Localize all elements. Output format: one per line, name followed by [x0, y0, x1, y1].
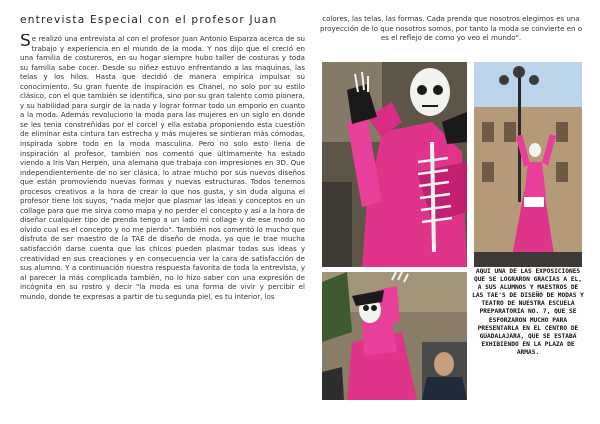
- catrina-crowd-image: [322, 272, 467, 400]
- article-continuation: colores, las telas, las formas. Cada prenda que nosotros elegimos es una proyección de lo que nosotros somos, por tanto la moda se convierte en o es el reflejo de como yo veo el mundo".: [319, 14, 583, 43]
- article-body: [20, 34, 305, 418]
- photo-catrina-crowd: [322, 272, 467, 400]
- photo-catrina-closeup: [322, 62, 467, 267]
- photo-catrina-plaza: [474, 62, 582, 267]
- photo-caption: AQUI UNA DE LAS EXPOSICIONES QUE SE LOGRARON GRACIAS A EL, A SUS ALUMNOS Y MAESTROS DE LAS TAE'S DE DISEÑO DE MODAS Y TEATRO DE NUESTRA ESCUELA PREPARATORIA NO. 7, QUE SE ESFORZARON MUCHO PARA PRESENTARLA EN EL CENTRO DE GUADALAJARA, QUE SE ESTABA EXHIBIENDO EN LA PLAZA DE ARMAS.: [472, 268, 584, 356]
- article-body-text: e realizó una entrevista al con el profesor Juan Antonio Esparza acerca de su trabajo y experiencia en el mundo de la moda. Y nos dijo que el creció en una familia de costureros, en su hogar siempre hubo taller de costuras y toda su familia sabe cocer. Desde su niñez estuvo enfrentando a las maquinas, las telas y los hilos. Hasta que decidió de manera empírica impulsar su conocimiento. Su gran fuente de inspiración es Chanel, no solo por su estilo clásico, con el que también se identifica, sino por su gran talento como pionera, y su habilidad para surgir de la nada y lograr formar todo un emporio en cuanto a la moda. Además revoluciono la moda para las mujeres en un siglo en donde se les tenia constreñidas por el corcel y ella estaba proponiendo esta cuestión de eliminar esta cintura tan estrecha y más mujeres se sintieran más cómodas, inspirada sobre todo en la moda masculina. Pero no solo esto llena de inspiración al profesor, también nos comentó que últimamente ha estado viendo a Iris Van Herpen, una alemana que trabaja con impresiones en 3D. Que independientemente de no ser clásica, lo atrae mucho por sus nuevos diseños que están promoviendo nuevas formas y nuevas estructuras. Todos tenemos procesos creativos a la hora de crear lo que nos gusta, y sin duda alguna el profesor tiene los suyos, "nada mejor que plasmar las ideas y conceptos en un collage para que me sirva como mapa y no perder el concepto y así a la hora de diseñar cualquier tipo de prenda tengo a un lado mi collage y de ese modo no olvido cual es el concepto y no me pierdo". También nos comentó lo mucho que disfruta de ser maestro de la TAE de diseño de moda, ya que le trae mucha satisfacción darse cuenta que los chicos pueden plasmar todas sus ideas y creatividad en sus creaciones y en consecuencia ver la cara de satisfacción de sus alumno. Y a continuación nuestra respuesta favorita de toda la entrevista, y al parecer la más complicada también, no lo hizo saber con una expresión de incógnita en su rostro y decir "la moda es una forma de vivir y percibir el mundo, donde te expresas a partir de tu segunda piel, es tu interior, los: [20, 34, 305, 301]
- catrina-plaza-image: [474, 62, 582, 267]
- article-title: entrevista Especial con el profesor Juan: [20, 14, 278, 26]
- drop-cap: S: [20, 34, 31, 51]
- catrina-closeup-image: [322, 62, 467, 267]
